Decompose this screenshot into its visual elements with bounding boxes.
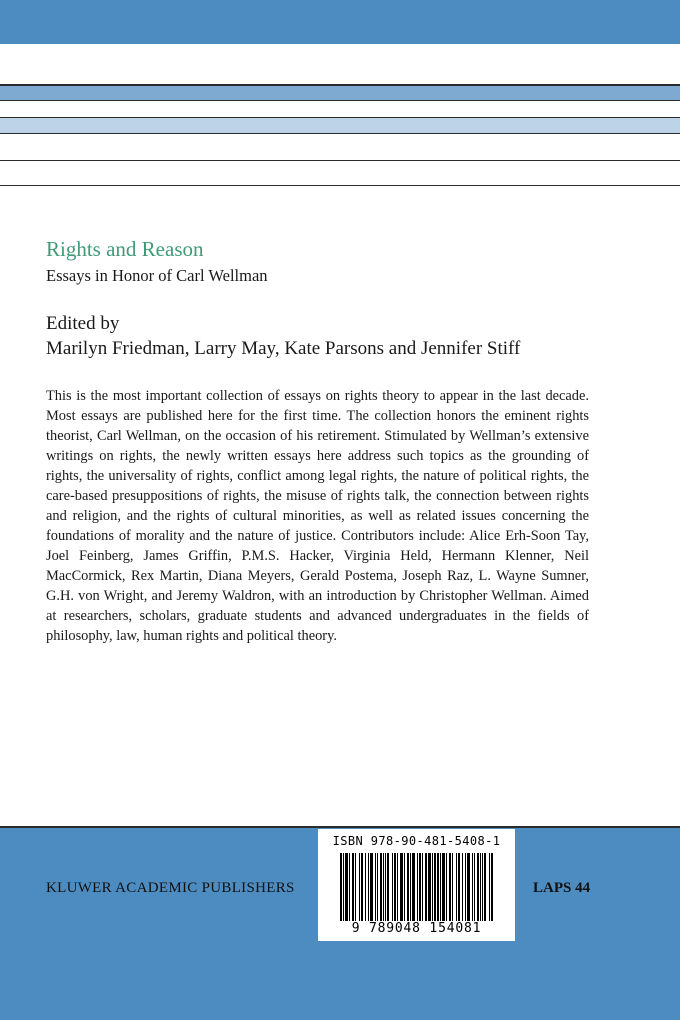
- barcode-bar: [404, 853, 405, 921]
- stripe-band-light: [0, 118, 680, 133]
- barcode-bar: [467, 853, 470, 921]
- book-description: This is the most important collection of essays on rights theory to appear in the last decade. Most essays are published here for the first time. The collection honors the eminent rights theorist, Carl Wellman, on the occasion of his retirement. Stimulated by Wellman’s extensive writings on rights, the newly written essays here address such topics as the grounding of rights, the universality of rights, conflict among legal rights, the nature of political rights, the care-based presuppositions of rights, the misuse of rights talk, the connection between rights and religion, and the rights of cultural minorities, as well as related issues concerning the foundations of morality and the nature of justice. Contributors include: Alice Erh-Soon Tay, Joel Feinberg, James Griffin, P.M.S. Hacker, Virginia Held, Hermann Klenner, Neil MacCormick, Rex Martin, Diana Meyers, Gerald Postema, Joseph Raz, L. Wayne Sumner, G.H. von Wright, and Jeremy Waldron, with an introduction by Christopher Wellman. Aimed at researchers, scholars, graduate students and advanced undergraduates in the fields of philosophy, law, human rights and political theory.: [46, 388, 589, 644]
- barcode-bar: [355, 853, 356, 921]
- book-subtitle: Essays in Honor of Carl Wellman: [46, 266, 268, 285]
- barcode-block: [318, 829, 515, 941]
- barcode-bar: [365, 853, 366, 921]
- stripe-line: [0, 185, 680, 186]
- barcode-bar: [480, 853, 481, 921]
- barcode-bar: [422, 853, 423, 921]
- barcode-bar: [345, 853, 348, 921]
- editors-list: Marilyn Friedman, Larry May, Kate Parsons and Jennifer Stiff: [46, 338, 521, 359]
- barcode-bar: [387, 853, 389, 921]
- barcode-bar: [394, 853, 396, 921]
- barcode-bar: [385, 853, 386, 921]
- barcode-bar: [410, 853, 411, 921]
- barcode-bar: [400, 853, 403, 921]
- series-label: LAPS 44: [533, 880, 591, 896]
- barcode-bar: [419, 853, 421, 921]
- ean-digits: 9 789048 154081: [351, 921, 482, 936]
- barcode-bar: [442, 853, 445, 921]
- barcode-bar: [361, 853, 363, 921]
- barcode-icon: [340, 853, 493, 921]
- barcode-bar: [440, 853, 441, 921]
- barcode-bar: [425, 853, 427, 921]
- barcode-bar: [432, 853, 433, 921]
- barcode-bar: [449, 853, 451, 921]
- barcode-bar: [465, 853, 466, 921]
- barcode-bar: [407, 853, 409, 921]
- stripe-band-mid: [0, 86, 680, 100]
- barcode-bar: [352, 853, 354, 921]
- barcode-bar: [477, 853, 479, 921]
- barcode-bar: [474, 853, 475, 921]
- barcode-bar: [368, 853, 369, 921]
- barcode-bar: [482, 853, 483, 921]
- edited-by-label: Edited by: [46, 313, 120, 334]
- barcode-bar: [349, 853, 350, 921]
- stripe-line: [0, 160, 680, 161]
- barcode-bar: [377, 853, 378, 921]
- barcode-bar: [375, 853, 376, 921]
- barcode-bar: [380, 853, 382, 921]
- barcode-bar: [456, 853, 457, 921]
- barcode-bar: [340, 853, 342, 921]
- barcode-bar: [434, 853, 436, 921]
- barcode-bar: [428, 853, 431, 921]
- isbn-label: ISBN 978-90-481-5408-1: [332, 834, 501, 848]
- publisher-name: KLUWER ACADEMIC PUBLISHERS: [46, 880, 295, 896]
- barcode-bar: [472, 853, 473, 921]
- barcode-bar: [412, 853, 415, 921]
- barcode-bar: [484, 853, 486, 921]
- barcode-bar: [343, 853, 344, 921]
- barcode-bar: [417, 853, 418, 921]
- barcode-bar: [462, 853, 463, 921]
- barcode-bar: [370, 853, 373, 921]
- stripe-line: [0, 133, 680, 134]
- top-color-band: [0, 0, 680, 44]
- barcode-bar: [383, 853, 384, 921]
- barcode-bar: [458, 853, 460, 921]
- barcode-bar: [489, 853, 490, 921]
- barcode-bar: [491, 853, 493, 921]
- barcode-bar: [397, 853, 398, 921]
- barcode-bar: [446, 853, 447, 921]
- stripe-band-white: [0, 101, 680, 117]
- barcode-bar: [392, 853, 393, 921]
- barcode-bar: [452, 853, 453, 921]
- barcode-bar: [359, 853, 360, 921]
- book-title: Rights and Reason: [46, 237, 204, 261]
- barcode-bar: [437, 853, 439, 921]
